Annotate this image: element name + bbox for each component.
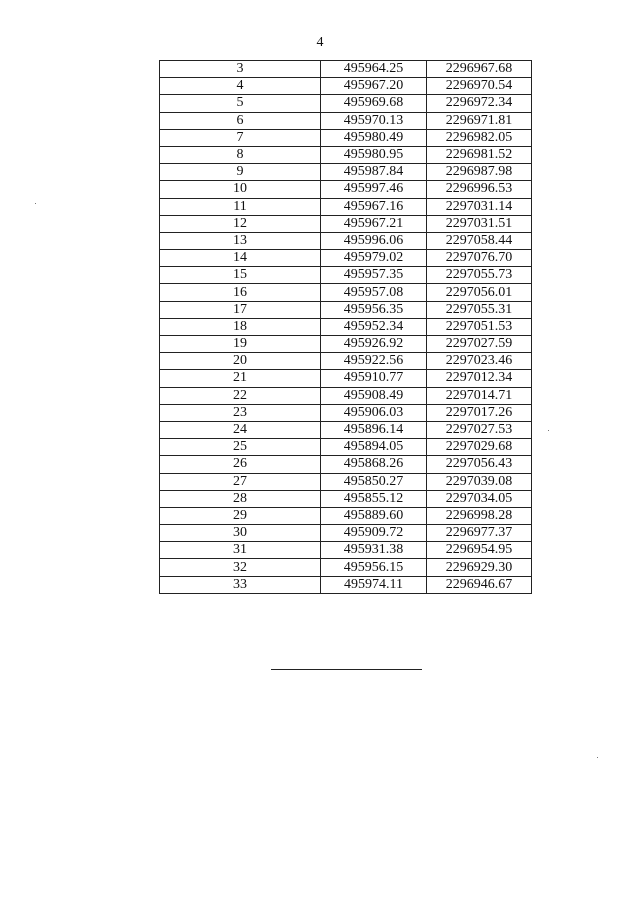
y-coordinate-cell: 2296946.67 (427, 576, 532, 593)
y-coordinate-cell: 2296998.28 (427, 507, 532, 524)
end-divider-line (271, 669, 422, 670)
point-number-cell: 11 (160, 198, 321, 215)
coordinates-table-body (160, 61, 532, 594)
y-coordinate-cell: 2296972.34 (427, 95, 532, 112)
point-number-cell: 12 (160, 215, 321, 232)
scan-speck (597, 757, 598, 758)
y-coordinate-cell: 2296954.95 (427, 542, 532, 559)
point-number-cell: 17 (160, 301, 321, 318)
y-coordinate-cell: 2297056.43 (427, 456, 532, 473)
point-number-cell: 5 (160, 95, 321, 112)
table-row (160, 215, 532, 232)
x-coordinate-cell: 495910.77 (321, 370, 427, 387)
y-coordinate-cell: 2296987.98 (427, 164, 532, 181)
x-coordinate-cell: 495868.26 (321, 456, 427, 473)
point-number-cell: 10 (160, 181, 321, 198)
x-coordinate-cell: 495980.95 (321, 146, 427, 163)
x-coordinate-cell: 495974.11 (321, 576, 427, 593)
table-row (160, 301, 532, 318)
y-coordinate-cell: 2297055.31 (427, 301, 532, 318)
y-coordinate-cell: 2297023.46 (427, 353, 532, 370)
point-number-cell: 32 (160, 559, 321, 576)
point-number-cell: 15 (160, 267, 321, 284)
point-number-cell: 8 (160, 146, 321, 163)
table-row (160, 78, 532, 95)
table-row (160, 232, 532, 249)
y-coordinate-cell: 2297056.01 (427, 284, 532, 301)
point-number-cell: 13 (160, 232, 321, 249)
point-number-cell: 14 (160, 250, 321, 267)
y-coordinate-cell: 2297014.71 (427, 387, 532, 404)
y-coordinate-cell: 2296982.05 (427, 129, 532, 146)
x-coordinate-cell: 495980.49 (321, 129, 427, 146)
point-number-cell: 29 (160, 507, 321, 524)
x-coordinate-cell: 495987.84 (321, 164, 427, 181)
x-coordinate-cell: 495926.92 (321, 336, 427, 353)
x-coordinate-cell: 495967.16 (321, 198, 427, 215)
y-coordinate-cell: 2296929.30 (427, 559, 532, 576)
table-row (160, 473, 532, 490)
y-coordinate-cell: 2296967.68 (427, 61, 532, 78)
x-coordinate-cell: 495896.14 (321, 421, 427, 438)
scan-speck (35, 203, 36, 204)
x-coordinate-cell: 495964.25 (321, 61, 427, 78)
x-coordinate-cell: 495931.38 (321, 542, 427, 559)
table-row (160, 370, 532, 387)
point-number-cell: 4 (160, 78, 321, 95)
point-number-cell: 33 (160, 576, 321, 593)
table-row (160, 336, 532, 353)
y-coordinate-cell: 2296971.81 (427, 112, 532, 129)
point-number-cell: 6 (160, 112, 321, 129)
x-coordinate-cell: 495997.46 (321, 181, 427, 198)
y-coordinate-cell: 2296970.54 (427, 78, 532, 95)
point-number-cell: 21 (160, 370, 321, 387)
y-coordinate-cell: 2297076.70 (427, 250, 532, 267)
x-coordinate-cell: 495909.72 (321, 525, 427, 542)
y-coordinate-cell: 2297012.34 (427, 370, 532, 387)
table-row (160, 576, 532, 593)
table-row (160, 439, 532, 456)
point-number-cell: 25 (160, 439, 321, 456)
x-coordinate-cell: 495850.27 (321, 473, 427, 490)
table-row (160, 456, 532, 473)
table-row (160, 507, 532, 524)
table-row (160, 95, 532, 112)
scan-speck (548, 430, 549, 431)
table-row (160, 129, 532, 146)
table-row (160, 542, 532, 559)
table-row (160, 61, 532, 78)
y-coordinate-cell: 2297027.59 (427, 336, 532, 353)
point-number-cell: 9 (160, 164, 321, 181)
table-row (160, 181, 532, 198)
point-number-cell: 19 (160, 336, 321, 353)
x-coordinate-cell: 495889.60 (321, 507, 427, 524)
table-row (160, 421, 532, 438)
point-number-cell: 30 (160, 525, 321, 542)
table-row (160, 164, 532, 181)
point-number-cell: 26 (160, 456, 321, 473)
x-coordinate-cell: 495970.13 (321, 112, 427, 129)
table-row (160, 146, 532, 163)
page-number: 4 (316, 35, 324, 50)
x-coordinate-cell: 495996.06 (321, 232, 427, 249)
table-row (160, 250, 532, 267)
y-coordinate-cell: 2296977.37 (427, 525, 532, 542)
y-coordinate-cell: 2297055.73 (427, 267, 532, 284)
y-coordinate-cell: 2297031.14 (427, 198, 532, 215)
y-coordinate-cell: 2297031.51 (427, 215, 532, 232)
y-coordinate-cell: 2297017.26 (427, 404, 532, 421)
table-row (160, 353, 532, 370)
x-coordinate-cell: 495908.49 (321, 387, 427, 404)
y-coordinate-cell: 2297029.68 (427, 439, 532, 456)
x-coordinate-cell: 495956.15 (321, 559, 427, 576)
table-row (160, 525, 532, 542)
x-coordinate-cell: 495956.35 (321, 301, 427, 318)
point-number-cell: 18 (160, 318, 321, 335)
point-number-cell: 3 (160, 61, 321, 78)
table-row (160, 267, 532, 284)
y-coordinate-cell: 2297034.05 (427, 490, 532, 507)
y-coordinate-cell: 2297058.44 (427, 232, 532, 249)
table-row (160, 198, 532, 215)
x-coordinate-cell: 495967.21 (321, 215, 427, 232)
x-coordinate-cell: 495957.08 (321, 284, 427, 301)
y-coordinate-cell: 2296981.52 (427, 146, 532, 163)
point-number-cell: 7 (160, 129, 321, 146)
y-coordinate-cell: 2297039.08 (427, 473, 532, 490)
table-row (160, 559, 532, 576)
x-coordinate-cell: 495969.68 (321, 95, 427, 112)
x-coordinate-cell: 495894.05 (321, 439, 427, 456)
coordinates-table (159, 60, 532, 594)
point-number-cell: 23 (160, 404, 321, 421)
x-coordinate-cell: 495957.35 (321, 267, 427, 284)
point-number-cell: 24 (160, 421, 321, 438)
point-number-cell: 27 (160, 473, 321, 490)
x-coordinate-cell: 495922.56 (321, 353, 427, 370)
y-coordinate-cell: 2297051.53 (427, 318, 532, 335)
x-coordinate-cell: 495952.34 (321, 318, 427, 335)
point-number-cell: 28 (160, 490, 321, 507)
point-number-cell: 20 (160, 353, 321, 370)
table-row (160, 284, 532, 301)
y-coordinate-cell: 2297027.53 (427, 421, 532, 438)
table-row (160, 404, 532, 421)
x-coordinate-cell: 495855.12 (321, 490, 427, 507)
table-row (160, 112, 532, 129)
point-number-cell: 16 (160, 284, 321, 301)
point-number-cell: 31 (160, 542, 321, 559)
point-number-cell: 22 (160, 387, 321, 404)
table-row (160, 490, 532, 507)
x-coordinate-cell: 495967.20 (321, 78, 427, 95)
x-coordinate-cell: 495979.02 (321, 250, 427, 267)
y-coordinate-cell: 2296996.53 (427, 181, 532, 198)
x-coordinate-cell: 495906.03 (321, 404, 427, 421)
table-row (160, 318, 532, 335)
table-row (160, 387, 532, 404)
